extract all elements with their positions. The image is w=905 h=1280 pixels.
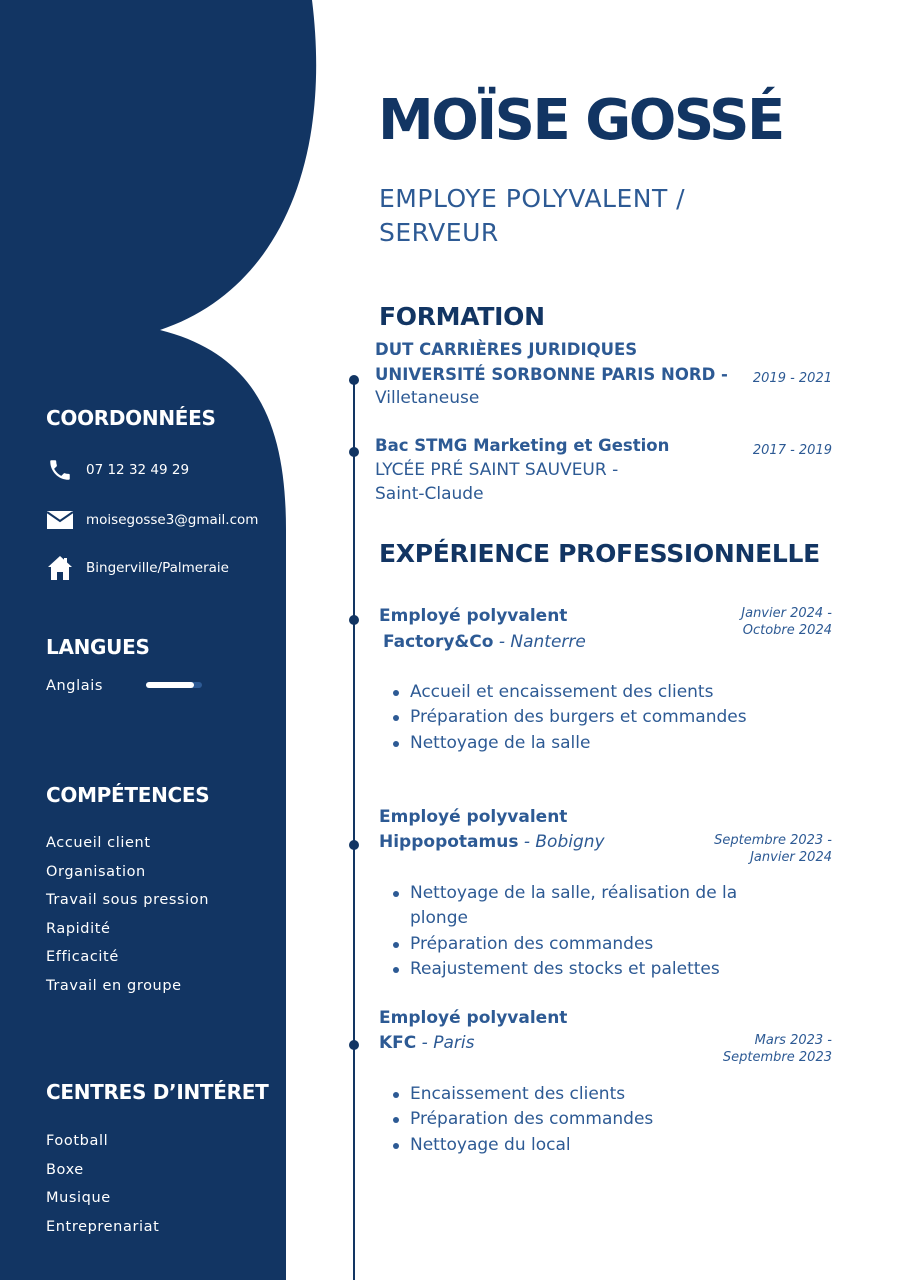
contact-phone [46,456,189,484]
job-company: KFC [379,1033,417,1053]
formation-school: LYCÉE PRÉ SAINT SAUVEUR - [375,460,619,480]
address-text: Bingerville/Palmeraie [86,560,229,576]
mail-icon [46,506,74,534]
experience-section-title: EXPÉRIENCE PROFESSIONNELLE [379,539,820,568]
formation-city: Saint-Claude [375,484,484,504]
interest-item: Football [46,1133,109,1149]
task-item: Préparation des commandes [388,1107,788,1132]
skill-item: Rapidité [46,920,111,937]
job-tasks [388,680,788,756]
language-level-fill [146,682,194,688]
job-company-line [383,632,586,652]
job-date-end: Octobre 2024 [742,622,832,638]
interest-item: Entreprenariat [46,1218,160,1235]
job-date [741,606,832,639]
contact-email [46,506,258,534]
formation-degree: DUT CARRIÈRES JURIDIQUES [375,340,638,359]
job-role: Employé polyvalent [379,1008,568,1028]
formation-city: Villetaneuse [375,388,480,408]
skills-section-title: COMPÉTENCES [46,783,210,807]
formation-section-title: FORMATION [379,302,545,331]
job-date-start: Janvier 2024 - [741,606,832,621]
skill-item: Travail en groupe [46,977,182,994]
job-company-line [379,1033,474,1053]
job-date-start: Septembre 2023 - [714,833,832,848]
task-item: Accueil et encaissement des clients [388,680,788,705]
phone-icon [46,456,74,484]
task-item: Nettoyage du local [388,1133,788,1158]
home-icon [46,554,74,582]
task-item: Nettoyage de la salle, réalisation de la plonge [388,881,768,932]
job-tasks [388,881,768,982]
formation-degree: Bac STMG Marketing et Gestion [375,436,670,455]
task-item: Préparation des burgers et commandes [388,705,788,730]
job-company-line [379,832,605,852]
phone-number[interactable]: 07 12 32 49 29 [86,462,190,478]
timeline-line [353,378,355,1280]
job-company: Factory&Co [383,632,494,652]
task-item: Nettoyage de la salle [388,731,788,756]
job-role: Employé polyvalent [379,807,568,827]
job-date-end: Septembre 2023 [722,1049,832,1065]
job-date-end: Janvier 2024 [750,849,832,865]
job-role: Employé polyvalent [379,606,568,626]
person-name: MOÏSE GOSSÉ [378,88,783,153]
interest-item: Boxe [46,1161,84,1178]
skill-item: Accueil client [46,835,151,851]
formation-date: 2019 - 2021 [752,371,832,386]
interest-item: Musique [46,1190,111,1207]
job-location: - Nanterre [498,632,586,652]
job-company: Hippopotamus [379,832,519,852]
job-date [714,833,832,866]
task-item: Encaissement des clients [388,1082,788,1107]
skills-list [46,829,209,1001]
skill-item: Travail sous pression [46,892,210,909]
interests-list [46,1127,159,1241]
language-level-bar [146,682,202,688]
timeline-dot [349,840,359,850]
timeline-dot [349,615,359,625]
job-location: - Bobigny [523,832,605,852]
languages-section-title: LANGUES [46,635,150,659]
language-label: Anglais [46,678,104,694]
email-address[interactable]: moisegosse3@gmail.com [86,512,259,528]
formation-school: UNIVERSITÉ SORBONNE PARIS NORD - [375,365,728,384]
task-item: Préparation des commandes [388,932,768,957]
formation-date: 2017 - 2019 [752,443,832,458]
timeline-dot [349,1040,359,1050]
job-date-start: Mars 2023 - [754,1033,832,1048]
timeline-dot [349,447,359,457]
job-location: - Paris [421,1033,475,1053]
job-title: EMPLOYE POLYVALENT / SERVEUR [379,184,686,247]
task-item: Reajustement des stocks et palettes [388,957,768,982]
contact-address [46,554,229,582]
timeline-dot [349,375,359,385]
skill-item: Organisation [46,863,146,880]
skill-item: Efficacité [46,949,119,966]
interests-section-title: CENTRES D’INTÉRET [46,1080,269,1104]
job-tasks [388,1082,788,1158]
job-date [723,1033,832,1066]
contact-section-title: COORDONNÉES [46,406,216,430]
